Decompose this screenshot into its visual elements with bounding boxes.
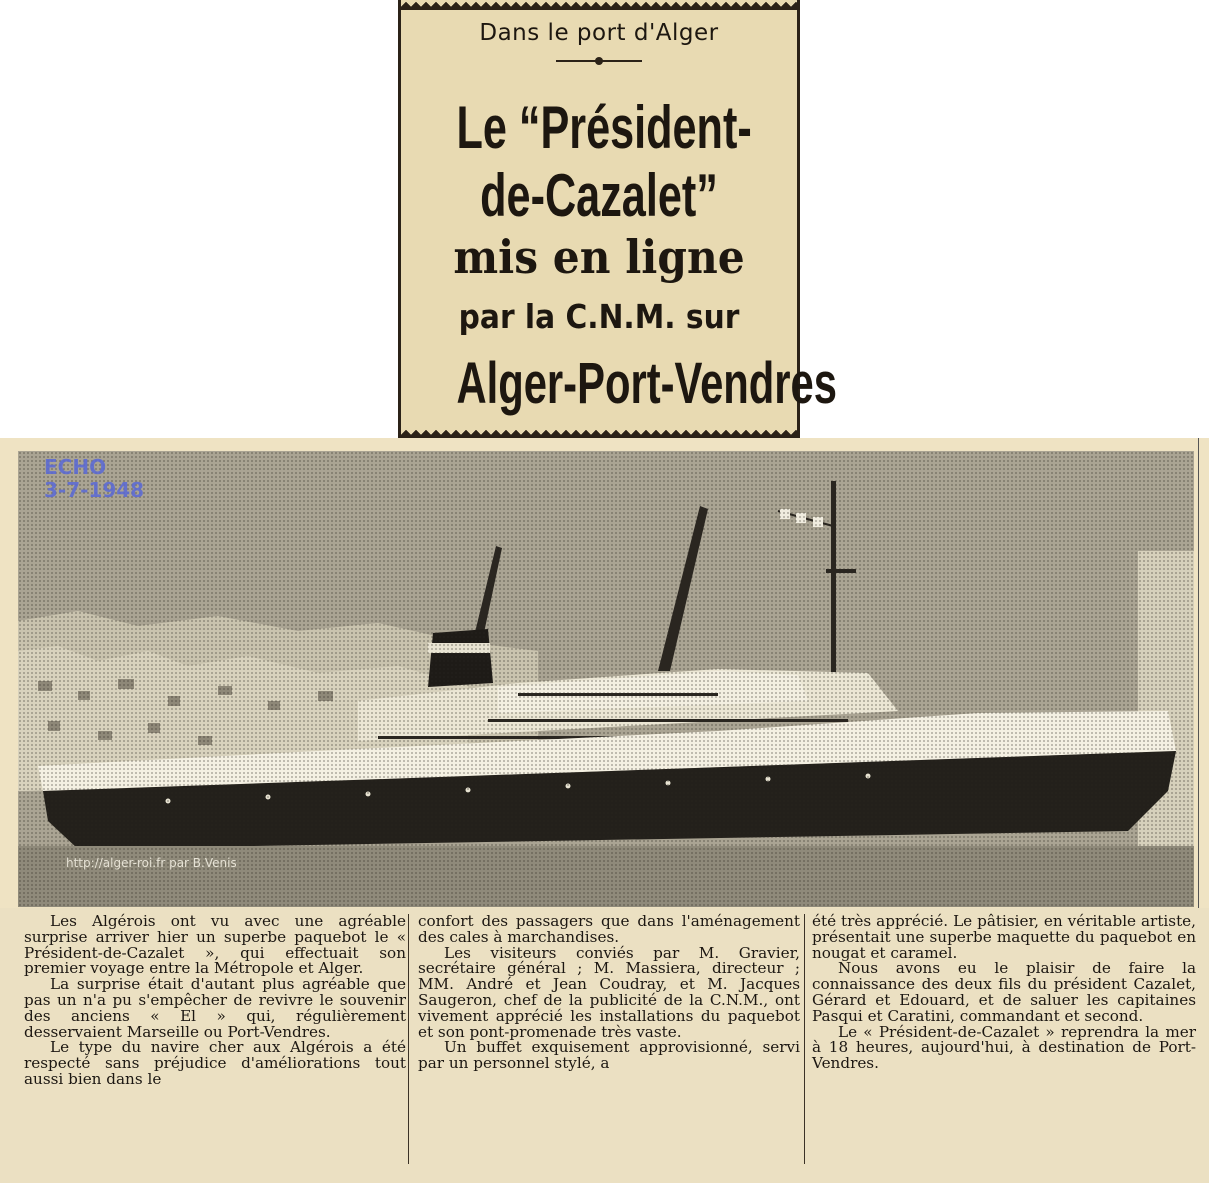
headline-box: [398, 0, 838, 438]
article-column-1: [24, 914, 406, 1088]
headline-line-5: Alger-Port-Vendres: [456, 351, 838, 416]
ship-photo: [18, 451, 1194, 907]
zigzag-border-bottom: [401, 428, 797, 438]
paragraph: été très apprécié. Le pâtisier, en véritable artiste, présentait une superbe maquette du paquebot en nougat et caramel.: [812, 912, 1196, 962]
headline-line-3: mis en ligne: [453, 230, 745, 284]
archive-stamp: [44, 456, 144, 502]
column-separator: [804, 914, 805, 1164]
paragraph: confort des passagers que dans l'aménagement des cales à marchandises.: [418, 912, 800, 946]
article-column-2: [418, 914, 800, 1072]
paragraph: Un buffet exquisement approvisionné, servi par un personnel stylé, a: [418, 1038, 800, 1073]
headline-line-2: de-Cazalet”: [480, 162, 718, 229]
paragraph: Les visiteurs conviés par M. Gravier, secrétaire général ; M. Massiera, directeur ; MM. André et Jean Coudray, et M. Jacques Saugeron, chef de la publicité de la C.N.M., ont vivement apprécié les installations du paquebot et son pont-promenade très vaste.: [418, 943, 800, 1041]
ship-illustration: [18, 451, 1194, 907]
stamp-source: ECHO: [44, 455, 107, 479]
paragraph: Le type du navire cher aux Algérois a été respecté sans préjudice d'améliorations tout aussi bien dans le: [24, 1038, 406, 1088]
paragraph: Le « Président-de-Cazalet » reprendra la mer à 18 heures, aujourd'hui, à destination de Port-Vendres.: [812, 1022, 1196, 1073]
kicker: Dans le port d'Alger: [479, 20, 719, 46]
paragraph: La surprise était d'autant plus agréable que pas un n'a pu s'empêcher de revivre le souvenir des anciens « El » qui, régulièrement desservaient Marseille ou Port-Vendres.: [24, 975, 406, 1041]
stamp-date: 3-7-1948: [44, 478, 145, 502]
headline-line-4: par la C.N.M. sur: [458, 297, 740, 336]
ornament-rule: [556, 60, 642, 62]
paragraph: Les Algérois ont vu avec une agréable surprise arriver hier un superbe paquebot le « Président-de-Cazalet », qui effectuait son premier voyage entre la Métropole et Alger.: [24, 912, 406, 978]
photo-credit: http://alger-roi.fr par B.Venis: [66, 856, 237, 870]
adjacent-column-edge: [1198, 438, 1209, 908]
column-separator: [408, 914, 409, 1164]
article-column-3: [812, 914, 1196, 1072]
headline-line-1: Le “Président-: [456, 94, 752, 161]
paragraph: Nous avons eu le plaisir de faire la connaissance des deux fils du président Cazalet, Gérard et Edouard, et de saluer les capitaines Pasqui et Caratini, commandant et second.: [812, 959, 1196, 1025]
zigzag-border-top: [401, 0, 797, 10]
